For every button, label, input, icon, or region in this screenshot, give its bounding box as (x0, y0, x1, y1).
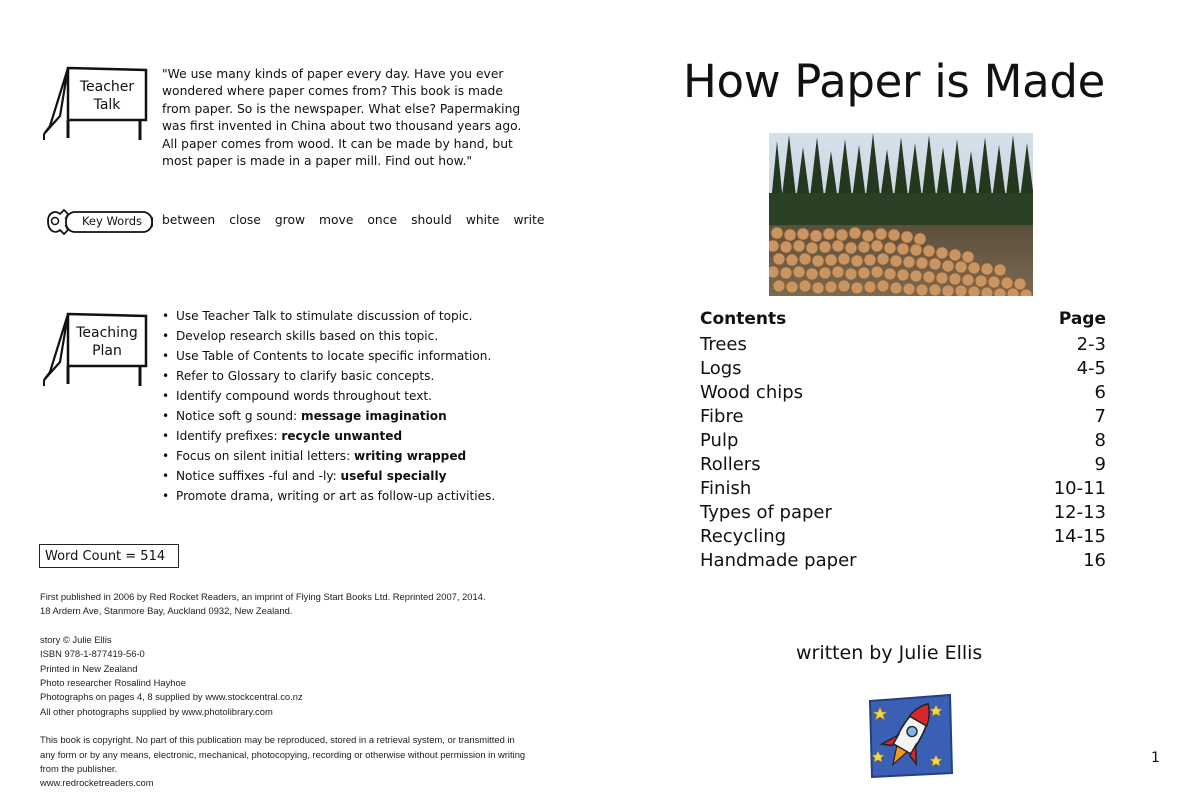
key-words-label: Key Words (81, 214, 143, 228)
word-count-box: Word Count = 514 (39, 544, 179, 568)
teaching-plan-sign-icon (40, 310, 152, 388)
teaching-plan-item: • Notice suffixes -ful and -ly: useful specially (162, 466, 582, 486)
teaching-plan-item: • Use Table of Contents to locate specific information. (162, 346, 582, 366)
publication-info (40, 590, 600, 791)
forest-logs-photo (769, 133, 1033, 296)
teaching-plan-item: • Refer to Glossary to clarify basic concepts. (162, 366, 582, 386)
contents-row: Rollers 9 (700, 454, 1106, 475)
teacher-talk-line: wondered where paper comes from? This book is made (162, 84, 503, 99)
contents-row: Pulp 8 (700, 430, 1106, 451)
key-word: grow (274, 213, 306, 227)
publication-line: All other photographs supplied by www.photolibrary.com (40, 705, 273, 717)
teacher-talk-line: All paper comes from wood. It can be made by hand, but (162, 136, 513, 151)
copyright-line: any form or by any means, electronic, mechanical, photocopying, recording or otherwise without permission in writing (40, 748, 526, 760)
contents-header (700, 305, 1106, 333)
teaching-plan-sign-line2: Plan (92, 343, 122, 359)
teaching-plan-sign-line1: Teaching (76, 325, 138, 341)
teacher-talk-sign-line1: Teacher (79, 79, 135, 95)
key-word: move (319, 213, 354, 227)
publication-line: Printed in New Zealand (40, 662, 138, 674)
teaching-plan-item: • Use Teacher Talk to stimulate discussion of topic. (162, 306, 582, 326)
teacher-talk-line: most paper is made in a paper mill. Find out how." (162, 154, 473, 169)
teaching-plan-item: • Develop research skills based on this topic. (162, 326, 582, 346)
publication-line: Photographs on pages 4, 8 supplied by www.stockcentral.co.nz (40, 691, 303, 703)
teaching-plan-item: • Identify compound words throughout text. (162, 386, 582, 406)
contents-row: Finish 10-11 (700, 478, 1106, 499)
table-of-contents (700, 305, 1106, 573)
teacher-talk-line: was first invented in China about two thousand years ago. (162, 119, 522, 134)
publication-line: story © Julie Ellis (40, 633, 112, 645)
key-word: close (229, 213, 261, 227)
contents-row: Handmade paper 16 (700, 550, 1106, 571)
key-words-badge (42, 204, 156, 238)
teacher-talk-text (162, 66, 532, 170)
teaching-plan-item: • Promote drama, writing or art as follow-up activities. (162, 486, 582, 506)
contents-heading: Contents (700, 309, 787, 329)
teaching-plan-item: • Identify prefixes: recycle unwanted (162, 426, 582, 446)
teacher-talk-sign-line2: Talk (93, 97, 121, 113)
website-line: www.redrocketreaders.com (40, 777, 154, 789)
teaching-plan-list (162, 306, 582, 506)
rocket-logo-icon (866, 693, 955, 779)
page-number: 1 (1151, 750, 1160, 766)
contents-row: Trees 2-3 (700, 334, 1106, 355)
teacher-talk-line: "We use many kinds of paper every day. Have you ever (162, 67, 504, 81)
key-word: between (162, 213, 216, 227)
page-heading: Page (1058, 309, 1106, 329)
key-word: should (411, 213, 452, 227)
publication-line: First published in 2006 by Red Rocket Readers, an imprint of Flying Start Books Ltd. Reprinted 2007, 2014. (40, 591, 486, 602)
copyright-line: This book is copyright. No part of this publication may be reproduced, stored in a retrieval system, or transmitted in (40, 734, 515, 746)
contents-row: Types of paper 12-13 (700, 502, 1106, 523)
key-word: write (513, 213, 545, 227)
contents-row: Logs 4-5 (700, 358, 1106, 379)
contents-row: Fibre 7 (700, 406, 1106, 427)
teaching-plan-item: • Notice soft g sound: message imagination (162, 406, 582, 426)
teacher-talk-line: from paper. So is the newspaper. What else? Papermaking (162, 101, 521, 116)
contents-row: Wood chips 6 (700, 382, 1106, 403)
teacher-talk-sign-icon (40, 64, 152, 142)
copyright-line: from the publisher. (40, 763, 118, 775)
key-word: once (367, 213, 398, 227)
publication-line: ISBN 978-1-877419-56-0 (40, 648, 145, 660)
book-title: How Paper is Made (683, 55, 1106, 108)
contents-row: Recycling 14-15 (700, 526, 1106, 547)
publication-line: 18 Ardern Ave, Stanmore Bay, Auckland 0932, New Zealand. (40, 605, 293, 617)
author-byline: written by Julie Ellis (796, 642, 983, 664)
teaching-plan-item: • Focus on silent initial letters: writing wrapped (162, 446, 582, 466)
publication-line: Photo researcher Rosalind Hayhoe (40, 677, 186, 689)
key-words-list (162, 213, 544, 227)
key-word: white (465, 213, 500, 227)
